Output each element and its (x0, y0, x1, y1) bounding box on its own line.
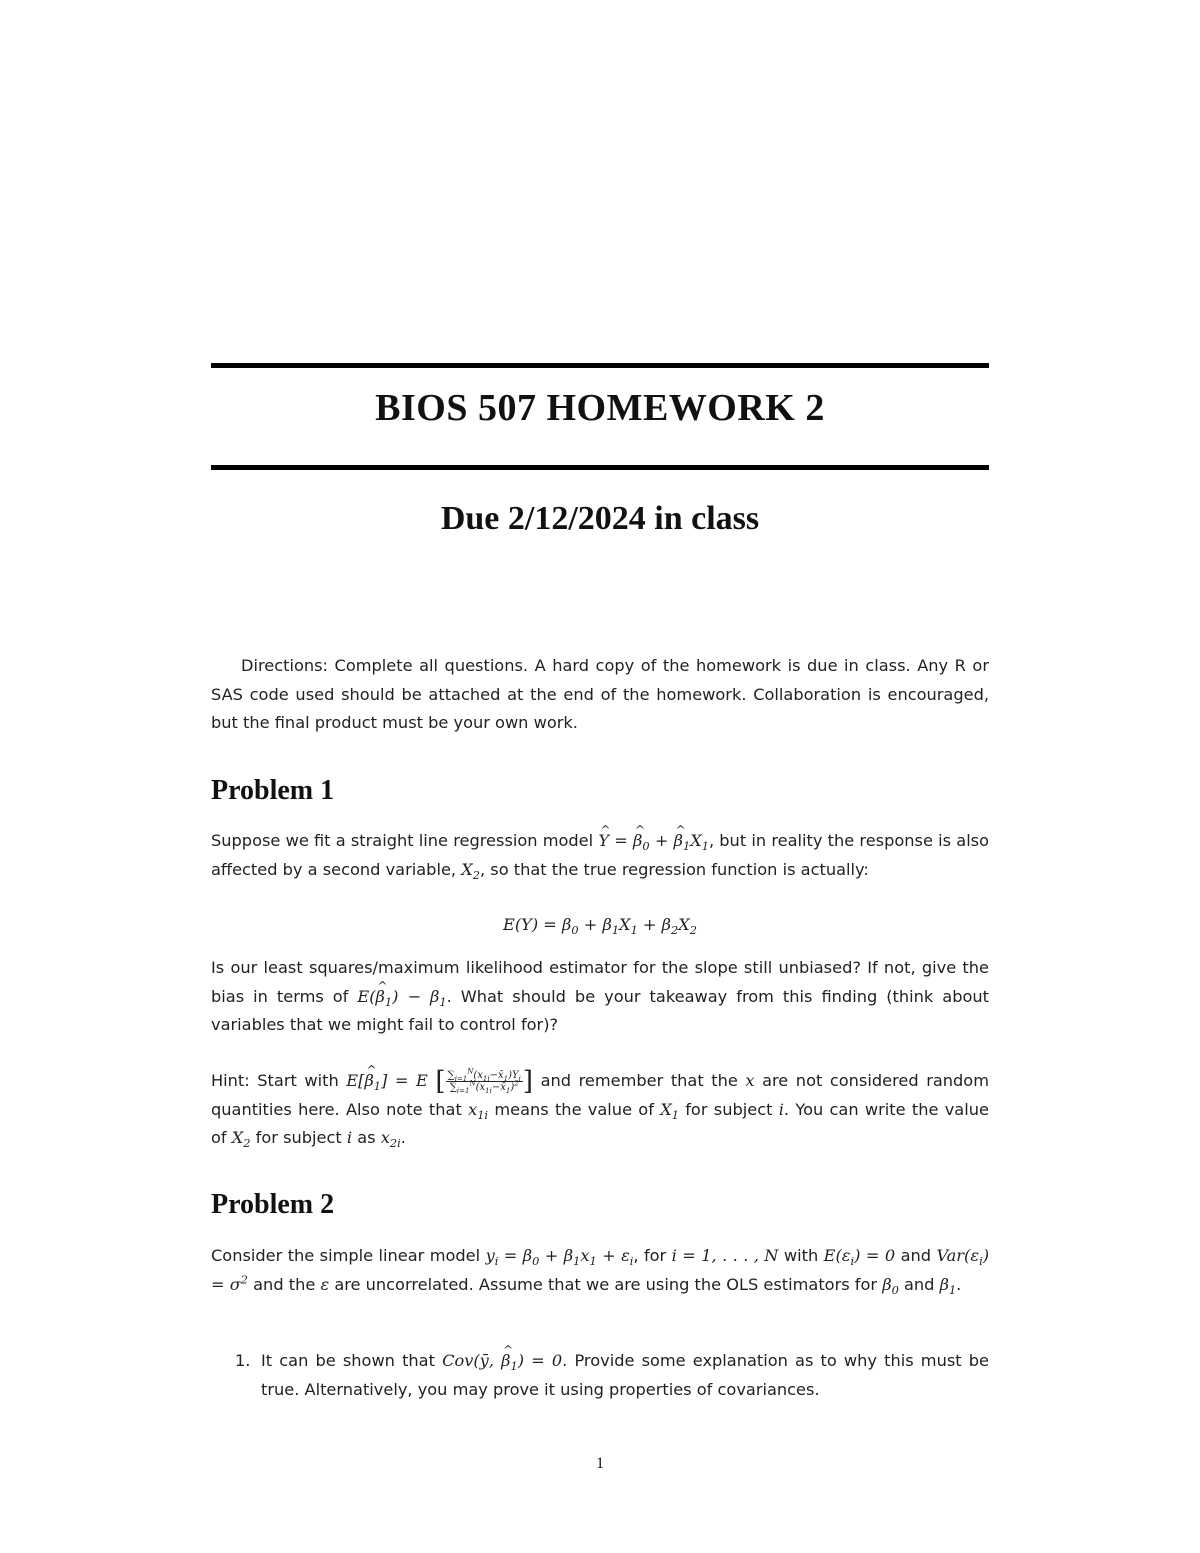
problem-1-intro: Suppose we fit a straight line regression model ^ Y = ^ $\beta_0$ + ^ $\beta_1X_1$, but in reality the response is also affected by a second variable, $X_2$, so that the true regression function is actually: (211, 827, 989, 884)
directions-paragraph: Directions: Complete all questions. A hard copy of the homework is due in class. Any R or SAS code used should be attached at the end of the homework. Collaboration is encouraged, but the final product must be your own work. (211, 656, 989, 732)
problem-1-heading: Problem 1 (211, 775, 335, 806)
problem-1-hint: Hint: Start with E[^ $\beta_1] = E$ [ $\frac{\sum_{i=1}^N(x_{1i}-x̄_1)Y_i}{\sum_{i=1}^N(x_{1i}-x̄_1)^2}$ ] and remember that the x are not considered random quantities here. Also note that $x_{1i}$ means the value of $X_1$ for subject i. You can write the value of $X_2$ for subject i as $x_{2i}$. (211, 1067, 989, 1153)
page-number: 1 (596, 1455, 604, 1472)
problem-1-question: Is our least squares/maximum likelihood estimator for the slope still unbiased? If not, give the bias in terms of E(^ $\beta_1) - \beta_1$. What should be your takeaway from this finding (think about variables that we might fail to control for)? (211, 954, 989, 1040)
due-date: Due 2/12/2024 in class (440, 500, 760, 537)
problem-2-item-1: 1. It can be shown that Cov(ȳ, ^ $\beta_1) = 0$. Provide some explanation as to why this must be true. Alternatively, you may prove it using properties of covariances. (235, 1347, 989, 1404)
top-rule (211, 363, 989, 368)
document-title: BIOS 507 HOMEWORK 2 (375, 387, 825, 429)
bottom-rule (211, 465, 989, 470)
true-regression-equation: $E(Y) = \beta_0 + \beta_1X_1 + \beta_2X_2$ (503, 915, 697, 938)
problem-2-heading: Problem 2 (211, 1189, 335, 1220)
problem-2-intro: Consider the simple linear model $y_i = \beta_0 + \beta_1x_1 + \varepsilon_i$, for i = 1, . . . , N with $E(\varepsilon_i) = 0$ and $Var(\varepsilon_i) = \sigma^2$ and the ε are uncorrelated. Assume that we are using the OLS estimators for $\beta_0$ and $\beta_1$. (211, 1246, 990, 1297)
list-item-number: 1. (235, 1351, 251, 1370)
